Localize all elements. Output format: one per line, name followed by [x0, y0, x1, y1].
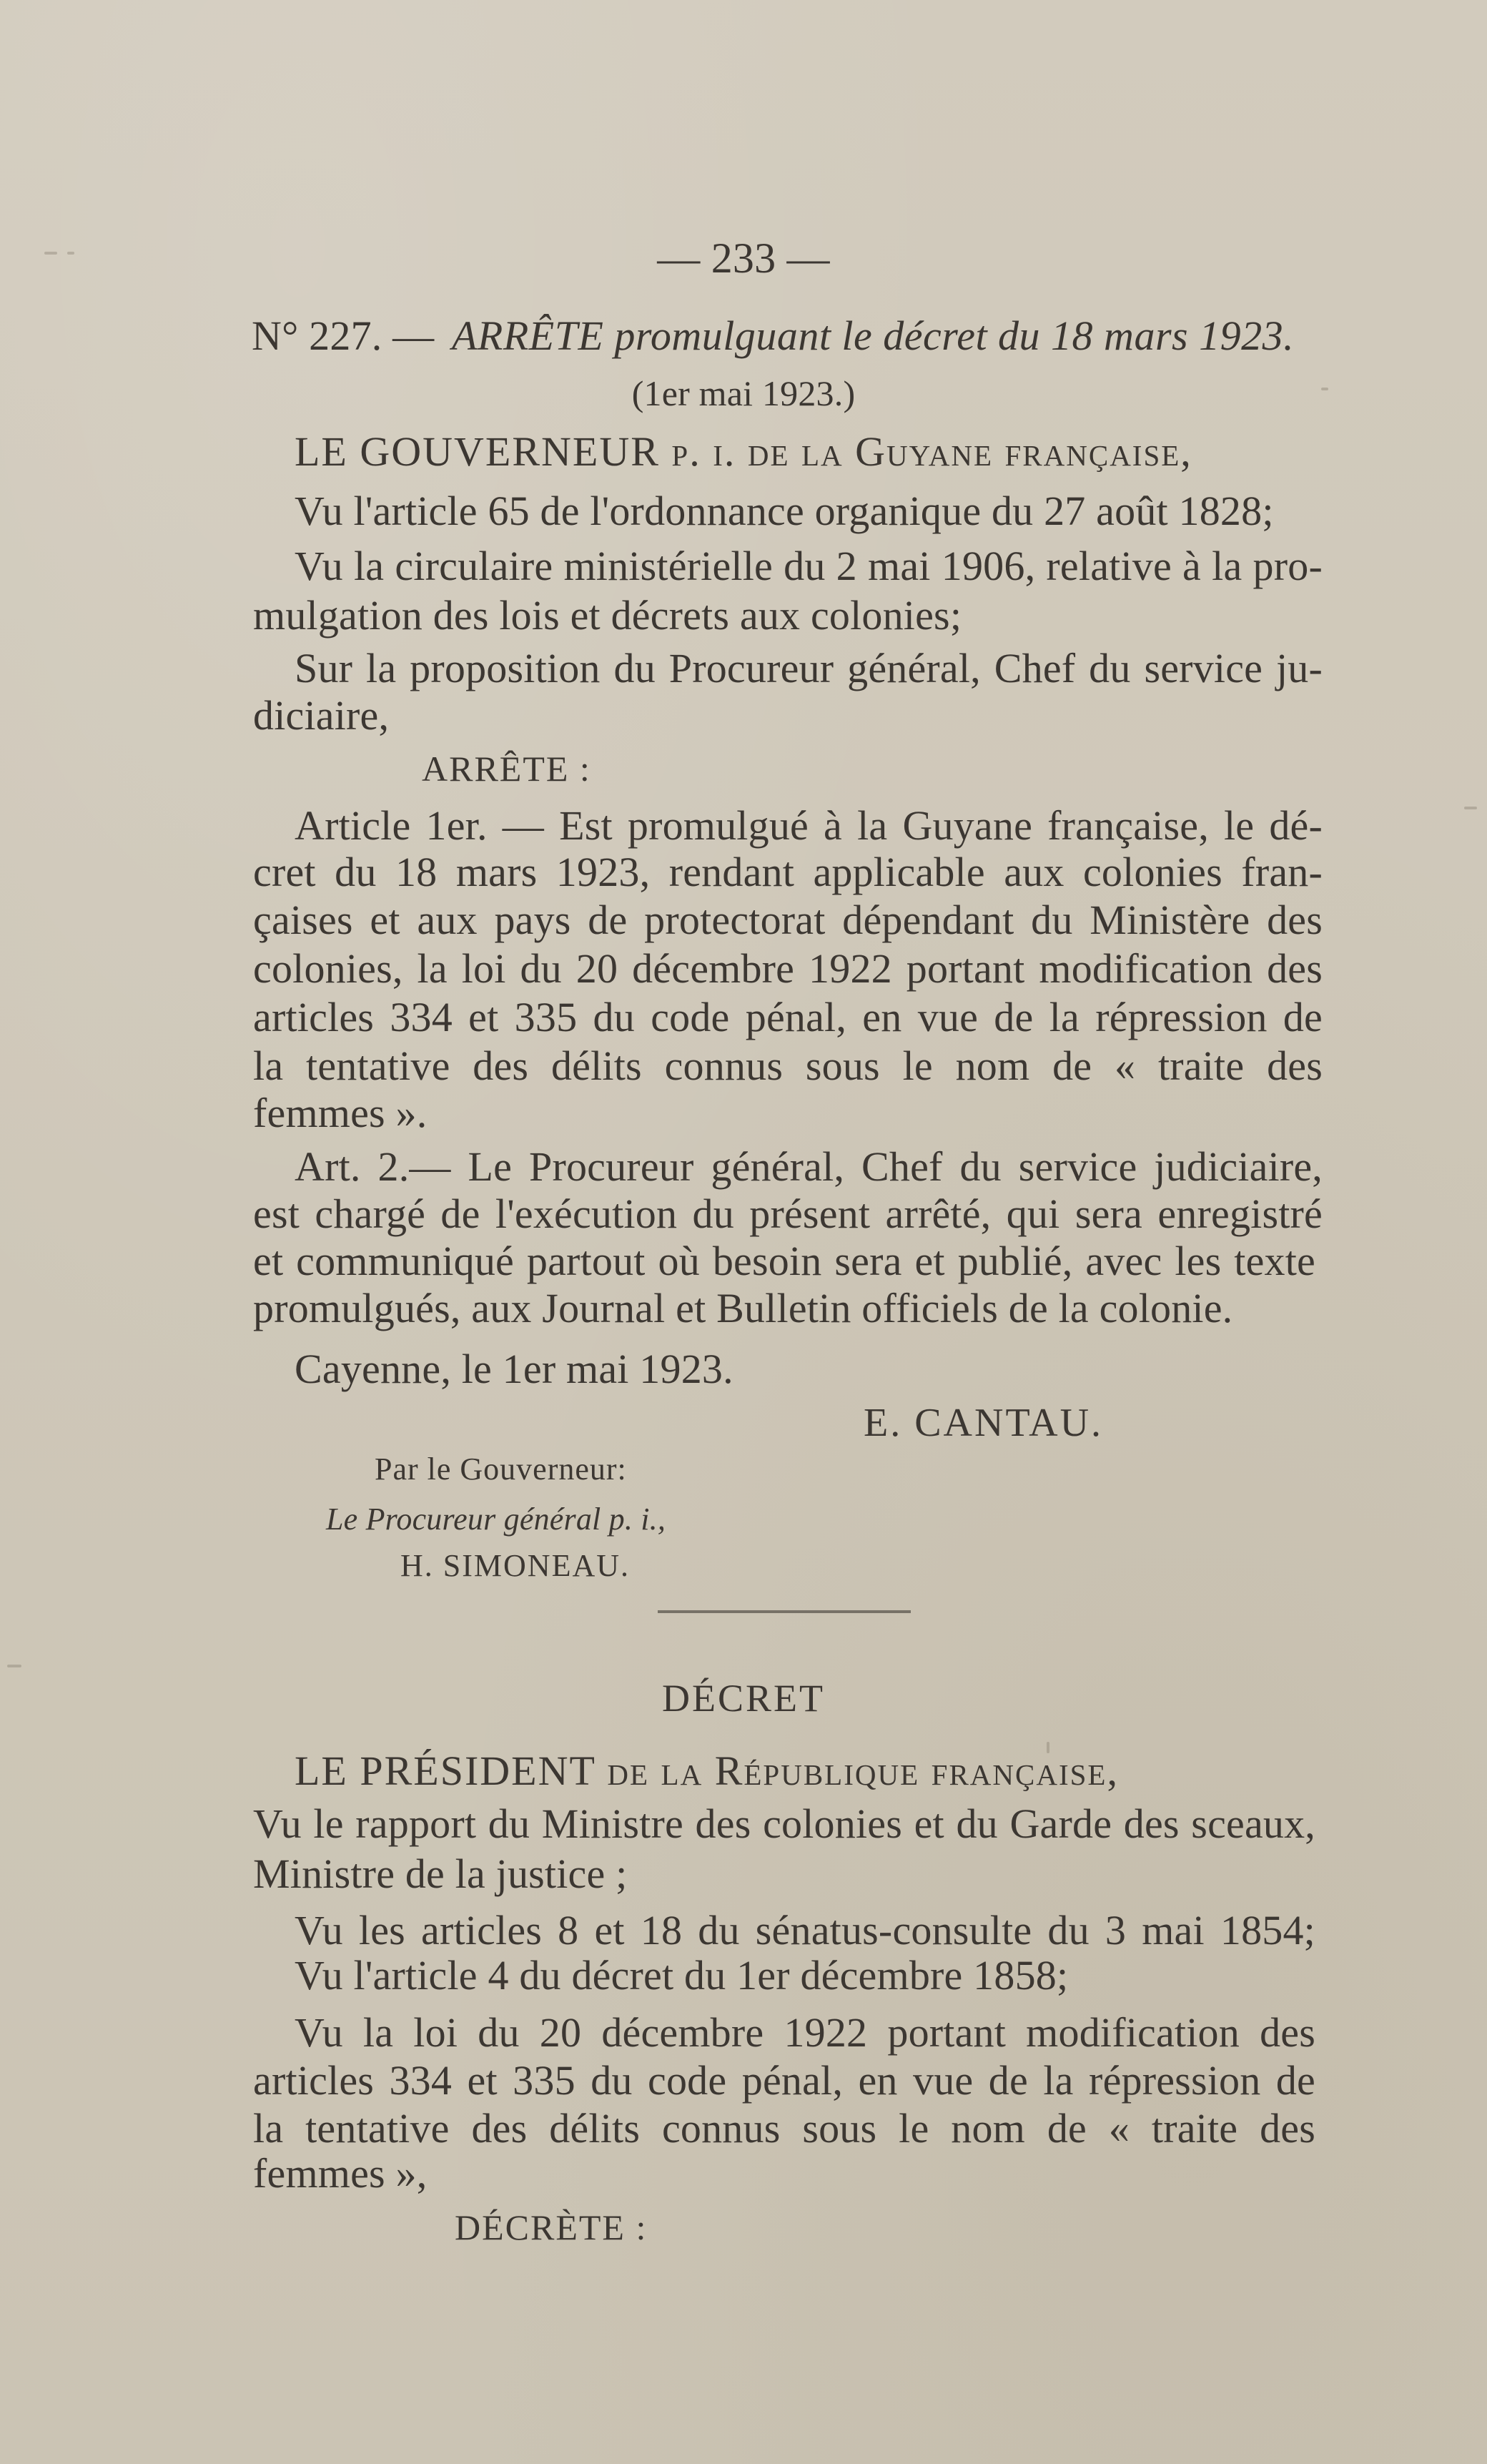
decret-line: femmes »,	[253, 2150, 428, 2197]
arrete-line: LE GOUVERNEUR p. i. de la Guyane française,	[295, 428, 1192, 475]
decret-line: la tentative des délits connus sous le nom de « traite des	[253, 2105, 1315, 2152]
decret-line: articles 334 et 335 du code pénal, en vue de la répression de	[253, 2057, 1315, 2104]
arrete-line: Sur la proposition du Procureur général, Chef du service ju-	[295, 645, 1323, 691]
arrete-line: est chargé de l'exécution du présent arrêté, qui sera enregistré	[253, 1191, 1323, 1237]
arrete-line: Vu la circulaire ministérielle du 2 mai 1906, relative à la pro-	[295, 543, 1323, 589]
arrete-line: çaises et aux pays de protectorat dépendant du Ministère des	[253, 897, 1323, 943]
scan-mark	[7, 1665, 21, 1667]
arrete-place-date: Cayenne, le 1er mai 1923.	[295, 1346, 733, 1392]
procureur-name: H. SIMONEAU.	[400, 1548, 630, 1583]
decret-line: Vu le rapport du Ministre des colonies et du Garde des sceaux,	[253, 1800, 1315, 1847]
arrete-line: la tentative des délits connus sous le nom de « traite des	[253, 1043, 1323, 1089]
decret-heading-decrete: DÉCRÈTE :	[455, 2207, 648, 2247]
signature-governor: E. CANTAU.	[864, 1401, 1104, 1445]
section-separator	[658, 1610, 911, 1613]
scan-mark	[1464, 807, 1477, 809]
arrete-line: promulgués, aux Journal et Bulletin officiels de la colonie.	[253, 1285, 1233, 1331]
arrete-date: (1er mai 1923.)	[631, 373, 856, 413]
arrete-heading: ARRÊTE :	[422, 749, 591, 789]
arrete-line: colonies, la loi du 20 décembre 1922 portant modification des	[253, 945, 1323, 992]
decret-line: Ministre de la justice ;	[253, 1851, 628, 1897]
decret-line: LE PRÉSIDENT de la République française,	[295, 1748, 1119, 1794]
procureur-title: Le Procureur général p. i.,	[326, 1502, 666, 1537]
arrete-number: N° 227. —	[252, 312, 435, 359]
arrete-line: articles 334 et 335 du code pénal, en vue de la répression de	[253, 994, 1323, 1040]
arrete-line: et communiqué partout où besoin sera et publié, avec les texte	[253, 1238, 1315, 1284]
arrete-title: ARRÊTE promulguant le décret du 18 mars 1923.	[452, 312, 1295, 359]
arrete-line: Art. 2.— Le Procureur général, Chef du service judiciaire,	[295, 1143, 1323, 1190]
par-le-gouverneur: Par le Gouverneur:	[375, 1452, 627, 1487]
decret-line: Vu l'article 4 du décret du 1er décembre 1858;	[295, 1952, 1069, 1999]
arrete-line: Article 1er. — Est promulgué à la Guyane française, le dé-	[295, 802, 1323, 849]
arrete-line: femmes ».	[253, 1090, 428, 1136]
arrete-line: diciaire,	[253, 692, 390, 739]
decret-heading: DÉCRET	[662, 1677, 825, 1720]
arrete-line: Vu l'article 65 de l'ordonnance organique du 27 août 1828;	[295, 488, 1274, 534]
arrete-line: mulgation des lois et décrets aux colonies;	[253, 592, 962, 639]
arrete-line: cret du 18 mars 1923, rendant applicable aux colonies fran-	[253, 849, 1323, 895]
decret-line: Vu la loi du 20 décembre 1922 portant modification des	[295, 2009, 1315, 2056]
page-number: — 233 —	[657, 235, 830, 282]
decret-line: Vu les articles 8 et 18 du sénatus-consulte du 3 mai 1854;	[295, 1907, 1315, 1953]
